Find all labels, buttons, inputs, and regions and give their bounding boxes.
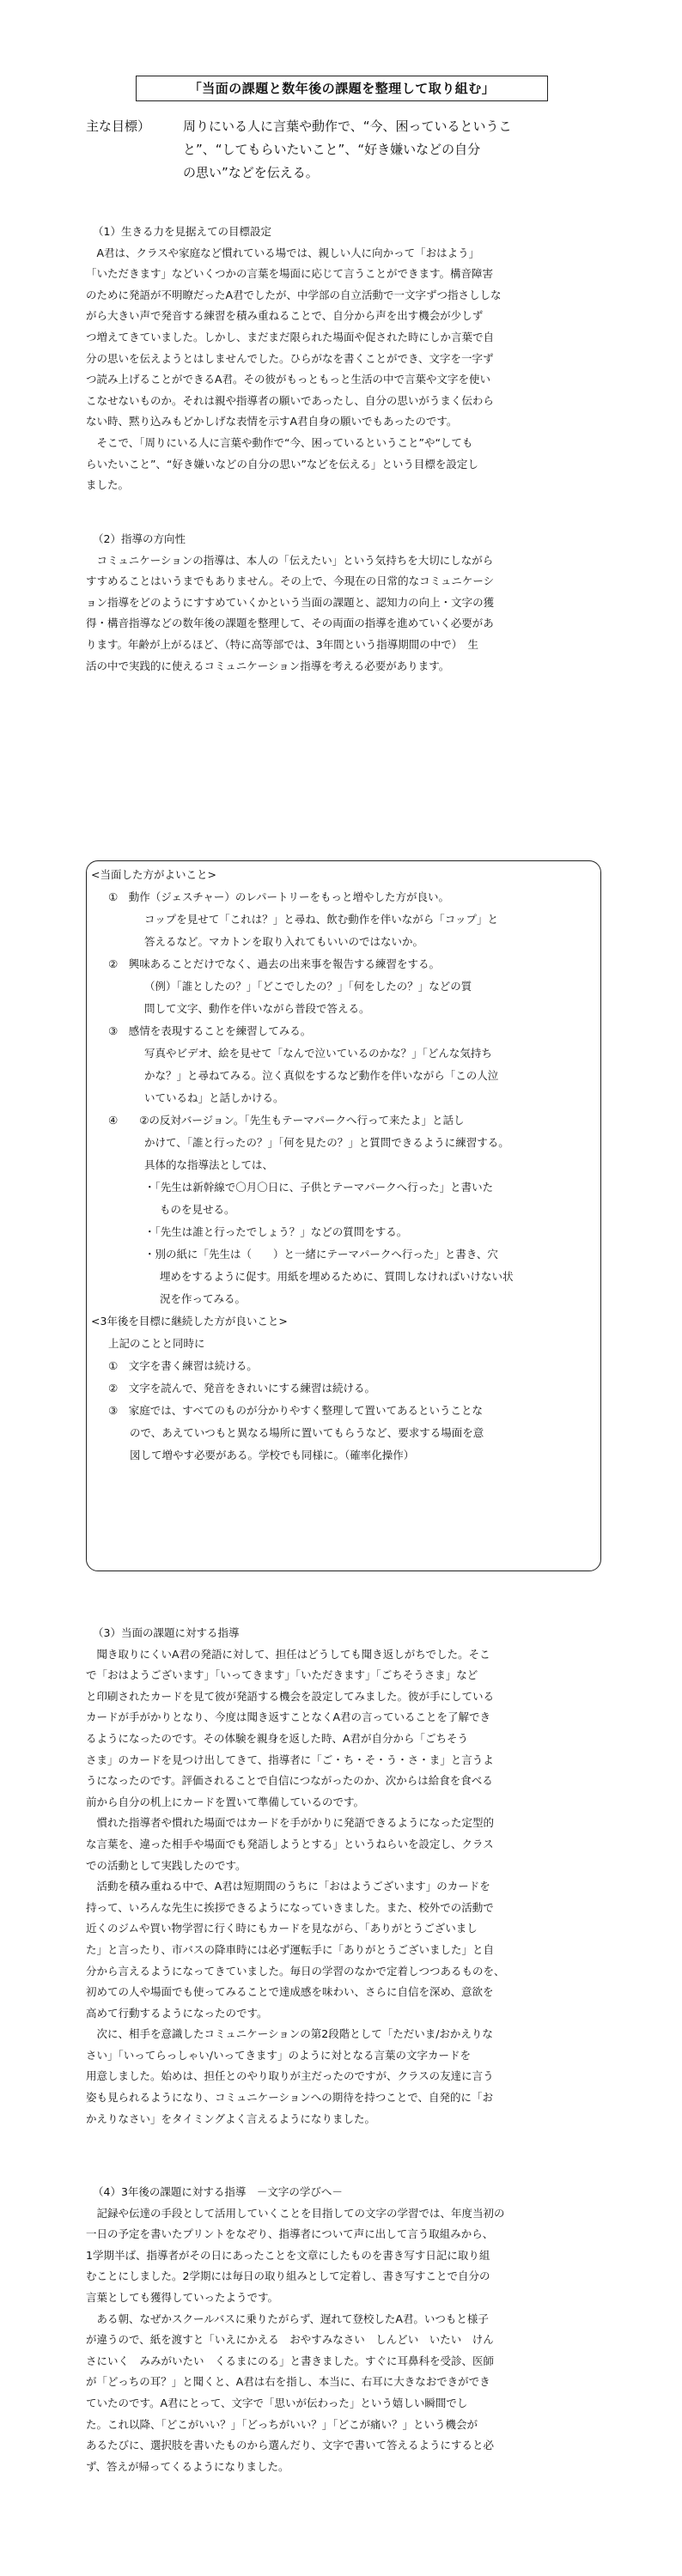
plan-box-line: 上記のことと同時に [108, 1337, 205, 1350]
text-line: あるたびに、選択肢を書いたものから選んだり、文字で書いて答えるようにすると必 [86, 2439, 495, 2452]
text-line: ない時、黙り込みもどかしげな表情を示すA君自身の願いでもあったのです。 [86, 415, 458, 428]
text-line: ります。年齢が上がるほど、（特に高等部では、3年間という指導期間の中で） 生 [86, 637, 478, 651]
plan-box-line: ④ ②の反対バージョン。「先生もテーマパークへ行って来たよ」と話し [108, 1114, 465, 1127]
plan-box-line: ③ 感情を表現することを練習してみる。 [108, 1024, 312, 1037]
text-line: がら大きい声で発音する練習を積み重ねることで、自分から声を出す機会が少しず [86, 309, 484, 323]
text-line: コミュニケーションの指導は、本人の「伝えたい」という気持ちを大切にしながら [86, 553, 494, 567]
section-2 [86, 529, 601, 677]
plan-box-line: コップを見せて「これは？」と尋ね、飲む動作を伴いながら「コップ」と [144, 913, 499, 926]
text-line: すすめることはいうまでもありません。その上で、今現在の日常的なコミュニケーシ [86, 574, 495, 588]
plan-box-line: ・「先生は新幹線で〇月〇日に、子供とテーマパークへ行った」と書いた [144, 1181, 494, 1194]
plan-box-line: ① 文字を書く練習は続ける。 [108, 1359, 258, 1372]
text-line: さい」「いってらっしゃい/いってきます」のように対となる言葉の文字カードを [86, 2048, 471, 2062]
document-title: 「当面の課題と数年後の課題を整理して取り組む」 [136, 76, 548, 101]
plan-box-line: かな？」と尋ねてみる。泣く真似をするなど動作を伴いながら「この人泣 [144, 1069, 499, 1082]
plan-box-line: いているね」と話しかける。 [144, 1091, 284, 1104]
text-line: ョン指導をどのようにすすめていくかという当面の課題と、認知力の向上・文字の獲 [86, 595, 495, 609]
plan-box-line: 具体的な指導法としては、 [144, 1158, 274, 1171]
plan-box-line: ② 興味あることだけでなく、過去の出来事を報告する練習をする。 [108, 957, 440, 970]
plan-box-line: 答えるなど。マカトンを取り入れてもいいのではないか。 [144, 935, 424, 948]
text-line: つ読み上げることができるA君。その彼がもっともっと生活の中で言葉や文字を使い [86, 373, 491, 386]
text-line: るようになったのです。その体験を親身を返した時、A君が自分から「ごちそう [86, 1731, 469, 1745]
text-line: 姿も見られるようになり、コミュニケーションへの期待を持つことで、自発的に「お [86, 2091, 494, 2105]
plan-box [86, 864, 593, 1467]
text-line: 次に、相手を意識したコミュニケーションの第2段階として「ただいま/おかえりな [86, 2027, 493, 2041]
text-line: カードが手がかりとなり、今度は聞き返すことなくA君の言っていることを了解でき [86, 1710, 491, 1724]
section-3-heading: （3）当面の課題に対する指導 [93, 1626, 240, 1639]
text-line: ある朝、なぜかスクールバスに乗りたがらず、遅れて登校したA君。いつもと様子 [86, 2312, 489, 2325]
text-line: ていたのです。A君にとって、文字で「思いが伝わった」という嬉しい瞬間でし [86, 2396, 468, 2409]
goal-line: と”、“してもらいたいこと”、“好き嫌いなどの自分 [183, 142, 481, 157]
text-line: 記録や伝達の手段として活用していくことを目指しての文字の学習では、年度当初の [86, 2206, 505, 2220]
goal-line: の思い”などを伝える。 [183, 165, 319, 180]
section-4 [86, 2182, 601, 2477]
plan-box-line: ので、あえていつもと異なる場所に置いてもらうなど、要求する場面を意 [108, 1426, 484, 1439]
text-line: 慣れた指導者や慣れた場面ではカードを手がかりに発語できるようになった定型的 [86, 1816, 495, 1830]
text-line: つ増えてきていました。しかし、まだまだ限られた場面や促された時にしか言葉で自 [86, 330, 495, 343]
text-line: 得・構音指導などの数年後の課題を整理して、その両面の指導を進めていく必要があ [86, 617, 494, 630]
text-line: での活動として実践したのです。 [86, 1858, 247, 1872]
plan-box-line: ② 文字を読んで、発音をきれいにする練習は続ける。 [108, 1382, 375, 1394]
text-line: のために発語が不明瞭だったA君でしたが、中学部の自立活動で一文字ずつ指さししな [86, 288, 502, 301]
text-line: が「どっちの耳？」と聞くと、A君は右を指し、本当に、右耳に大きなおできができ [86, 2375, 490, 2389]
text-line: な言葉を、違った相手や場面でも発語しようとする」というねらいを設定し、クラス [86, 1837, 494, 1850]
text-line: 前から自分の机上にカードを置いて準備しているのです。 [86, 1795, 365, 1808]
goal-label: 主な目標） [86, 118, 151, 134]
text-line: 持って、いろんな先生に挨拶できるようになっていきました。また、校外での活動で [86, 1900, 494, 1914]
text-line: と印刷されたカードを見て彼が発語する機会を設定してみました。彼が手にしている [86, 1689, 495, 1703]
text-line: A君は、クラスや家庭など慣れている場では、親しい人に向かって「おはよう」 [86, 246, 480, 259]
plan-box-line: ① 動作（ジェスチャー）のレパートリーをもっと増やした方が良い。 [108, 890, 449, 903]
plan-box-line: 写真やビデオ、絵を見せて「なんで泣いているのかな？」「どんな気持ち [144, 1047, 492, 1060]
text-line: 高めて行動するようになったのです。 [86, 2006, 268, 2020]
text-line: 近くのジムや買い物学習に行く時にもカードを見ながら、「ありがとうございまし [86, 1922, 478, 1935]
section-1 [86, 222, 601, 496]
text-line: ず、答えが帰ってくるようになりました。 [86, 2459, 289, 2473]
text-line: さま」のカードを見つけ出してきて、指導者に「ご・ち・そ・う・さ・ま」と言うよ [86, 1753, 494, 1766]
text-line: 用意しました。始めは、担任とのやり取りが主だったのですが、クラスの友達に言う [86, 2069, 494, 2083]
text-line: 「いただきます」などいくつかの言葉を場面に応じて言うことができます。構音障害 [86, 267, 494, 281]
plan-box-line: <当面した方がよいこと> [91, 868, 216, 881]
plan-box-line: 図して増やす必要がある。学校でも同様に。（確率化操作） [108, 1449, 415, 1461]
text-line: むことにしました。2学期には毎日の取り組みとして定着し、書き写すことで自分の [86, 2269, 490, 2283]
text-line: そこで、「周りにいる人に言葉や動作で“今、困っているということ”や“しても [86, 435, 473, 449]
text-line: うになったのです。評価されることで自信につながったのか、次からは給食を食べる [86, 1774, 493, 1788]
text-line: かえりなさい」をタイミングよく言えるようになりました。 [86, 2111, 376, 2125]
section-2-heading: （2）指導の方向性 [93, 532, 186, 545]
text-line: 1学期半ば、指導者がその日にあったことを文章にしたものを書き写す日記に取り組 [86, 2248, 490, 2262]
plan-box-line: ③ 家庭では、すべてのものが分かりやすく整理して置いてあるということな [108, 1404, 483, 1417]
text-line: ました。 [86, 478, 130, 492]
text-line: さにいく みみがいたい くるまにのる」と書きました。すぐに耳鼻科を受診、医師 [86, 2354, 495, 2367]
plan-box-line: ものを見せる。 [160, 1203, 235, 1216]
text-line: が違うので、紙を渡すと「いえにかえる おやすみなさい しんどい いたい けん [86, 2333, 494, 2347]
text-line: 一日の予定を書いたプリントをなぞり、指導者について声に出して言う取組みから、 [86, 2227, 494, 2241]
text-line: 活動を積み重ねる中で、A君は短期間のうちに「おはようございます」のカードを [86, 1880, 490, 1893]
text-line: た」と言ったり、市バスの降車時には必ず運転手に「ありがとうございました」と自 [86, 1942, 495, 1956]
plan-box-line: （例）「誰としたの？」「どこでしたの？」「何をしたの？」などの質 [144, 980, 472, 993]
section-3 [86, 1623, 601, 2129]
plan-box-line: ・「先生は誰と行ったでしょう？」などの質問をする。 [144, 1225, 408, 1238]
text-line: らいたいこと”、“好き嫌いなどの自分の思い”などを伝える」という目標を設定し [86, 457, 478, 471]
plan-box-line: ・別の紙に「先生は（ ）と一緒にテーマパークへ行った」と書き、穴 [144, 1248, 498, 1261]
text-line: 活の中で実践的に使えるコミュニケーション指導を考える必要があります。 [86, 659, 450, 672]
plan-box-line: 況を作ってみる。 [160, 1292, 247, 1305]
plan-box-line: かけて、「誰と行ったの？」「何を見たの？」と質問できるように練習する。 [144, 1136, 509, 1149]
section-4-heading: （4）3年後の課題に対する指導 －文字の学びへ－ [93, 2185, 343, 2198]
text-line: た。これ以降、「どこがいい？」「どっちがいい？」「どこが痛い？」という機会が [86, 2417, 478, 2431]
plan-box-line: <3年後を目標に継続した方が良いこと> [91, 1315, 288, 1327]
plan-box-line: 問して文字、動作を伴いながら普段で答える。 [144, 1002, 370, 1015]
text-line: 分から言えるようになってきていました。毎日の学習のなかで定着しつつあるものを、 [86, 1964, 505, 1978]
text-line: で「おはようございます」「いってきます」「いただきます」「ごちそうさま」など [86, 1668, 478, 1682]
text-line: 初めての人や場面でも使ってみることで達成感を味わい、さらに自信を深め、意欲を [86, 1985, 494, 1999]
plan-box-line: 埋めをするように促す。用紙を埋めるために、質問しなければいけない状 [160, 1270, 514, 1283]
text-line: 言葉としても獲得していったようです。 [86, 2290, 279, 2304]
section-1-heading: （1）生きる力を見据えての目標設定 [93, 225, 271, 238]
text-line: こなせないものか。それは親や指導者の願いであったし、自分の思いがうまく伝わら [86, 393, 494, 407]
goal-text [183, 115, 591, 185]
text-line: 聞き取りにくいA君の発語に対して、担任はどうしても聞き返しがちでした。そこ [86, 1647, 490, 1661]
text-line: 分の思いを伝えようとはしませんでした。ひらがなを書くことができ、文字を一字ず [86, 351, 494, 365]
goal-line: 周りにいる人に言葉や動作で、“今、困っているというこ [183, 118, 512, 134]
